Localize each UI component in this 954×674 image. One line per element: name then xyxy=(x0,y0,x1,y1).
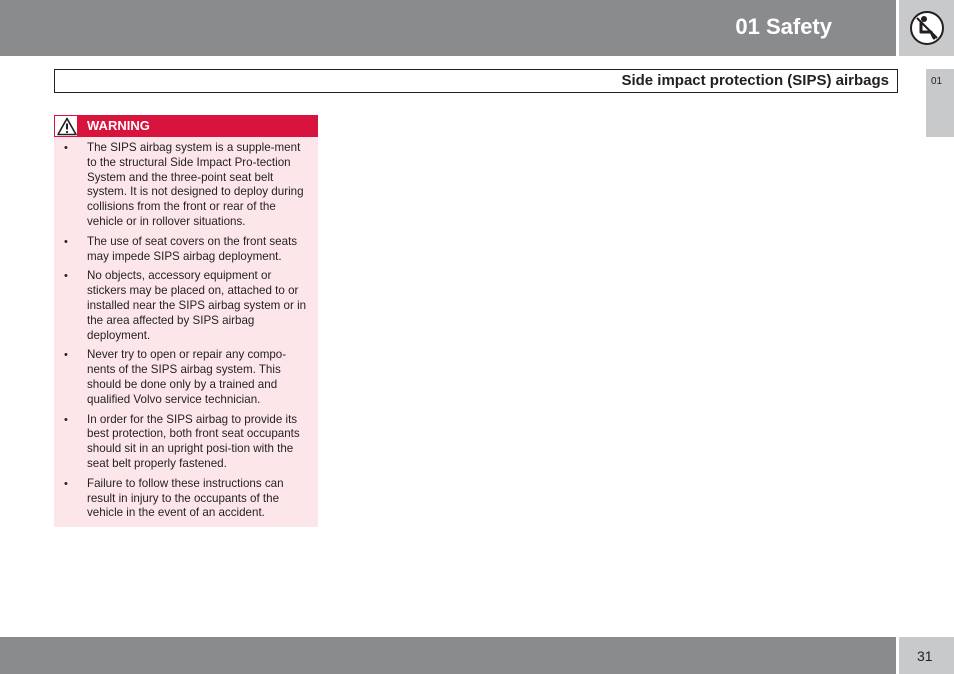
page-number-box xyxy=(899,637,954,674)
bullet: • xyxy=(64,477,68,490)
section-header xyxy=(54,69,898,93)
bullet: • xyxy=(64,413,68,426)
warning-header xyxy=(54,115,318,137)
warning-item xyxy=(54,413,318,472)
bullet: • xyxy=(64,349,68,362)
seated-occupant-icon xyxy=(909,10,945,46)
warning-item-text: Never try to open or repair any compo-nents of the SIPS airbag system. This should be done only by a trained and qualified Volvo service technician. xyxy=(87,348,287,406)
header-bar xyxy=(0,0,896,56)
bullet: • xyxy=(64,270,68,283)
bullet: • xyxy=(64,235,68,248)
chapter-icon-box xyxy=(899,0,954,56)
warning-item-text: The SIPS airbag system is a supple-ment to the structural Side Impact Pro-tection System and the three-point seat belt system. It is not designed to deploy during collisions from the front or rear of the vehicle or in rollover situations. xyxy=(87,141,304,228)
warning-icon-wrap xyxy=(54,115,78,137)
warning-item xyxy=(54,269,318,343)
warning-item-text: The use of seat covers on the front seats may impede SIPS airbag deployment. xyxy=(87,234,298,263)
warning-item-text: Failure to follow these instructions can result in injury to the occupants of the vehicle in the event of an accident. xyxy=(87,476,284,520)
warning-item-text: In order for the SIPS airbag to provide its best protection, both front seat occupants should sit in an upright posi-tion with the seat belt properly fastened. xyxy=(87,412,300,470)
side-tab-label: 01 xyxy=(931,76,943,87)
page-number: 31 xyxy=(917,648,933,664)
warning-item xyxy=(54,348,318,407)
warning-item xyxy=(54,477,318,521)
warning-list xyxy=(54,141,318,526)
warning-item-text: No objects, accessory equipment or stickers may be placed on, attached to or installed near the SIPS airbag system or in the area affected by SIPS airbag deployment. xyxy=(87,269,307,342)
warning-box xyxy=(54,115,318,527)
section-title: Side impact protection (SIPS) airbags xyxy=(621,72,889,89)
warning-item xyxy=(54,235,318,265)
warning-item xyxy=(54,141,318,230)
chapter-title: 01 Safety xyxy=(735,14,832,39)
footer-bar xyxy=(0,637,896,674)
chapter-side-tab[interactable] xyxy=(926,69,954,137)
bullet: • xyxy=(64,142,68,154)
warning-triangle-icon xyxy=(57,117,77,136)
warning-title: WARNING xyxy=(87,118,150,133)
